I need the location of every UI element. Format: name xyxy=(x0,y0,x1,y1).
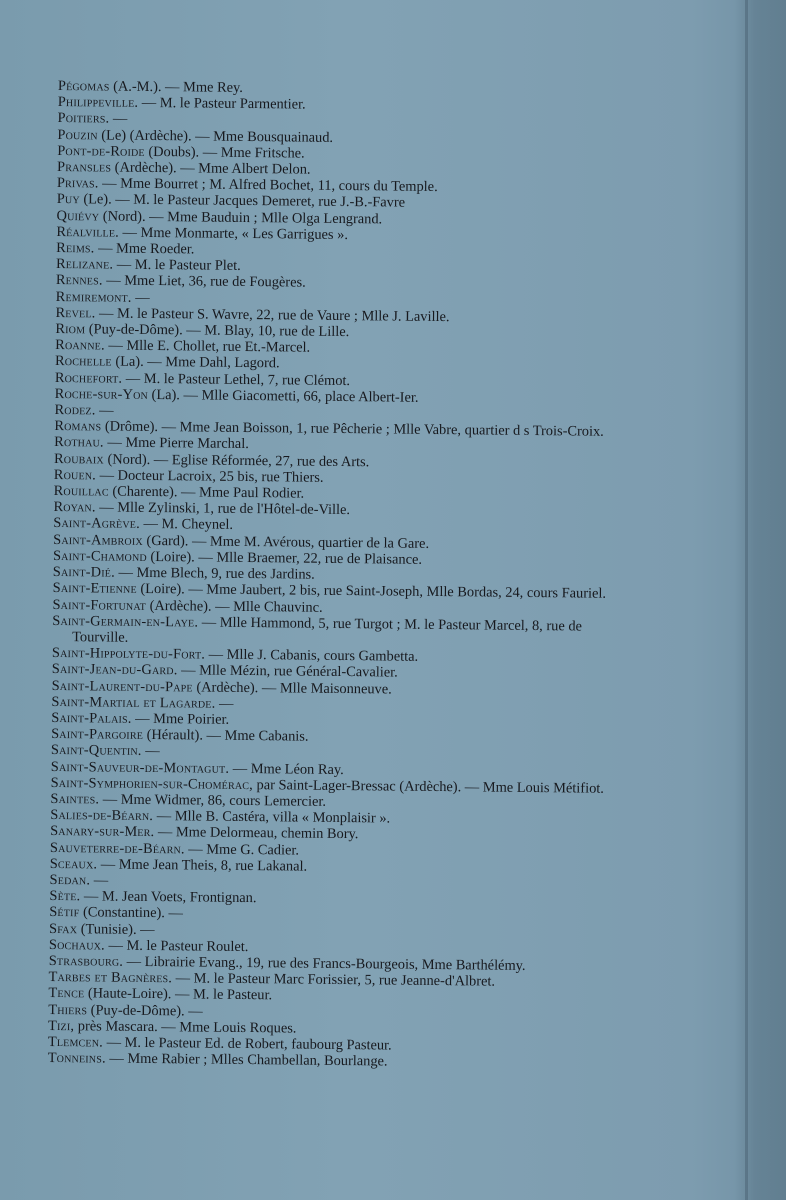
entry-contact: — M. le Pasteur Lethel, 7, rue Clémot. xyxy=(122,370,351,389)
entry-contact: — M. le Pasteur Plet. xyxy=(113,256,241,275)
entry-place: Sanary-sur-Mer. xyxy=(50,823,155,841)
entry-contact: (Ardèche). — Mlle Chauvinc. xyxy=(145,597,323,616)
entry-place: Remiremont. xyxy=(55,288,132,306)
entry-contact: — Mlle J. Cabanis, cours Gambetta. xyxy=(205,646,419,665)
entry-contact: (Hérault). — Mme Cabanis. xyxy=(142,727,309,745)
entry-contact: (La). — Mme Dahl, Lagord. xyxy=(111,354,280,372)
page-edge-shadow xyxy=(734,0,786,1200)
entry-contact: près Mascara. — Mme Louis Roques. xyxy=(74,1018,297,1037)
entry-contact: (Nord). — Eglise Réformée, 27, rue des Arts. xyxy=(103,451,370,470)
entry-place: Saint-Agrève. xyxy=(53,515,141,533)
entry-place: Sedan. xyxy=(49,871,91,889)
entry-place: Philippeville. xyxy=(57,94,139,112)
entry-place: Rochefort. xyxy=(54,369,123,387)
entry-contact: — M. le Pasteur Parmentier. xyxy=(138,95,306,113)
entry-place: Saintes. xyxy=(50,790,100,808)
entry-place: Revel. xyxy=(55,304,96,322)
entry-place: Sfax xyxy=(49,920,78,937)
entry-contact: — Mme Roeder. xyxy=(94,240,195,258)
entry-contact: — Mme Poirier. xyxy=(131,710,230,728)
entry-contact: (Loire). — Mme Jaubert, 2 bis, rue Saint-Joseph, Mlle Bordas, 24, cours Fauriel. xyxy=(136,581,607,603)
entry-place: Saint-Chamond xyxy=(52,547,147,565)
entry-place: Salies-de-Béarn. xyxy=(50,807,154,825)
entry-contact: — Mme G. Cadier. xyxy=(184,840,300,859)
entry-contact: — Mme Delormeau, chemin Bory. xyxy=(154,824,359,843)
entry-contact: — xyxy=(141,743,160,760)
entry-place: Sète. xyxy=(49,888,81,905)
entry-contact: — Librairie Evang., 19, rue des Francs-Bourgeois, Mme Barthélémy. xyxy=(123,953,526,974)
entry-contact: — Mme Liet, 36, rue de Fougères. xyxy=(102,272,306,292)
entry-place: Pouzin xyxy=(57,126,98,144)
directory-entries xyxy=(48,78,614,1072)
entry-place: Sceaux. xyxy=(49,855,98,873)
entry-contact: — Mme Blech, 9, rue des Jardins. xyxy=(114,564,315,583)
entry-contact: (La). — Mlle Giacometti, 66, place Albert-Ier. xyxy=(147,386,419,406)
entry-place: Riom xyxy=(55,321,86,338)
entry-place: Saint-Sauveur-de-Montagut. xyxy=(50,758,230,777)
entry-contact: (Ardèche). — Mlle Maisonneuve. xyxy=(192,678,392,698)
entry-contact: (Nord). — Mme Bauduin ; Mlle Olga Lengrand. xyxy=(99,208,383,228)
entry-place: Saint-Pargoire xyxy=(51,726,144,744)
entry-contact: par Saint-Lager-Bressac (Ardèche). — Mme Louis Métifiot. xyxy=(252,776,605,797)
entry-place: Reims. xyxy=(56,240,95,257)
entry-contact: — Docteur Lacroix, 25 bis, rue Thiers. xyxy=(95,467,324,486)
entry-place: Saint-Symphorien-sur-Chomérac, xyxy=(50,774,254,793)
entry-contact: (Charente). — Mme Paul Rodier. xyxy=(108,483,305,502)
entry-contact: — Mlle Zylinski, 1, rue de l'Hôtel-de-Ville. xyxy=(95,499,351,519)
entry-contact: — xyxy=(95,402,114,419)
entry-place: Saint-Dié. xyxy=(52,564,116,581)
entry-place: Sétif xyxy=(49,904,80,921)
entry-place: Tarbes et Bagnères. xyxy=(48,969,173,987)
entry-contact: — M. le Pasteur S. Wavre, 22, rue de Vaure ; Mlle J. Laville. xyxy=(95,305,450,325)
entry-contact: (Doubs). — Mme Fritsche. xyxy=(144,143,305,162)
entry-place: Réalville. xyxy=(56,223,120,241)
entry-place: Rouillac xyxy=(53,483,109,500)
entry-contact: — Mlle Hammond, 5, rue Turgot ; M. le Pasteur Marcel, 8, rue de Tourville. xyxy=(72,614,583,646)
entry-contact: — Mme Pierre Marchal. xyxy=(103,434,249,453)
entry-contact: — Mme Widmer, 86, cours Lemercier. xyxy=(99,791,327,810)
entry-contact: — xyxy=(215,695,234,712)
entry-place: Roubaix xyxy=(53,450,104,468)
entry-contact: — Mme Rabier ; Mlles Chambellan, Bourlange. xyxy=(105,1050,388,1070)
entry-place: Saint-Martial et Lagarde. xyxy=(51,693,216,712)
entry-contact: (Constantine). — xyxy=(79,904,183,922)
entry-contact: (Puy-de-Dôme). — xyxy=(87,1001,203,1020)
entry-contact: — M. le Pasteur Ed. de Robert, faubourg Pasteur. xyxy=(102,1034,392,1054)
entry-contact: — Mlle B. Castéra, villa « Monplaisir ». xyxy=(153,808,391,827)
entry-contact: (Haute-Loire). — M. le Pasteur. xyxy=(84,985,273,1004)
entry-place: Strasbourg. xyxy=(48,952,124,970)
entry-contact: (Drôme). — Mme Jean Boisson, 1, rue Pêcherie ; Mlle Vabre, quartier d s Trois-Croix. xyxy=(101,418,604,440)
entry-contact: (Loire). — Mlle Braemer, 22, rue de Plaisance. xyxy=(146,548,423,568)
entry-contact: — Mlle E. Chollet, rue Et.-Marcel. xyxy=(104,337,311,356)
entry-contact: — M. le Pasteur Marc Forissier, 5, rue Jeanne-d'Albret. xyxy=(172,970,496,990)
entry-place: Tlemcen. xyxy=(47,1033,104,1051)
entry-place: Romans xyxy=(54,418,102,435)
entry-contact: — Mme Léon Ray. xyxy=(229,760,344,778)
entry-place: Saint-Etienne xyxy=(52,580,137,598)
entry-place: Rochelle xyxy=(54,353,112,371)
entry-contact: (Tunisie). — xyxy=(77,920,155,938)
entry-contact: — Mme Jean Theis, 8, rue Lakanal. xyxy=(97,856,308,875)
entry-place: Tizi, xyxy=(47,1017,75,1035)
entry-contact: — xyxy=(131,289,150,306)
entry-contact: — xyxy=(109,110,128,128)
entry-place: Sochaux. xyxy=(48,936,105,954)
entry-place: Pransles xyxy=(56,159,112,176)
entry-contact: (Ardèche). — Mme Albert Delon. xyxy=(111,159,311,178)
entry-place: Saint-Palais. xyxy=(51,709,132,727)
entry-place: Tence xyxy=(48,985,85,1002)
entry-contact: — M. Cheynel. xyxy=(139,516,234,534)
entry-place: Quiévy xyxy=(56,207,100,225)
entry-place: Saint-Hippolyte-du-Fort. xyxy=(51,645,206,663)
entry-place: Puy xyxy=(56,191,80,208)
entry-contact: (Le) (Ardèche). — Mme Bousquainaud. xyxy=(97,127,334,146)
entry-place: Rodez. xyxy=(54,402,96,419)
entry-place: Pégomas xyxy=(57,78,110,95)
entry-place: Rouen. xyxy=(53,466,97,484)
entry-place: Privas. xyxy=(56,175,99,192)
page-fold-line xyxy=(745,0,748,1200)
entry-contact: — Mlle Mézin, rue Général-Cavalier. xyxy=(177,662,398,681)
entry-contact: — M. le Pasteur Roulet. xyxy=(104,937,249,955)
entry-contact: — xyxy=(90,872,109,889)
entry-place: Sauveterre-de-Béarn. xyxy=(49,839,185,857)
entry-contact: — Mme Bourret ; M. Alfred Bochet, 11, cours du Temple. xyxy=(98,175,438,196)
entry-contact: (Puy-de-Dôme). — M. Blay, 10, rue de Lille. xyxy=(85,321,350,341)
entry-place: Saint-Ambroix xyxy=(53,531,143,549)
entry-contact: (Le). — M. le Pasteur Jacques Demeret, rue J.-B.-Favre xyxy=(79,191,406,212)
entry-place: Saint-Quentin. xyxy=(50,742,142,760)
entry-place: Relizane. xyxy=(55,256,114,273)
entry-place: Saint-Germain-en-Laye. xyxy=(52,612,199,631)
entry-place: Thiers xyxy=(48,1001,88,1018)
entry-contact: — M. Jean Voets, Frontignan. xyxy=(80,888,257,907)
entry-place: Roanne. xyxy=(55,337,105,354)
entry-place: Saint-Jean-du-Gard. xyxy=(51,661,178,679)
entry-place: Pont-de-Roide xyxy=(57,142,145,160)
entry-contact: (Gard). — Mme M. Avérous, quartier de la Gare. xyxy=(142,532,430,552)
entry-place: Saint-Laurent-du-Pape xyxy=(51,677,193,695)
entry-contact: — Mme Monmarte, « Les Garrigues ». xyxy=(118,224,349,243)
entry-place: Rennes. xyxy=(55,272,103,289)
entry-place: Roche-sur-Yon xyxy=(54,385,149,403)
entry-place: Rothau. xyxy=(54,434,104,451)
entry-place: Saint-Fortunat xyxy=(52,596,147,614)
entry-contact: (A.-M.). — Mme Rey. xyxy=(109,78,243,96)
entry-place: Royan. xyxy=(53,499,96,516)
entry-place: Tonneins. xyxy=(47,1050,106,1067)
entry-place: Poitiers. xyxy=(57,110,110,127)
